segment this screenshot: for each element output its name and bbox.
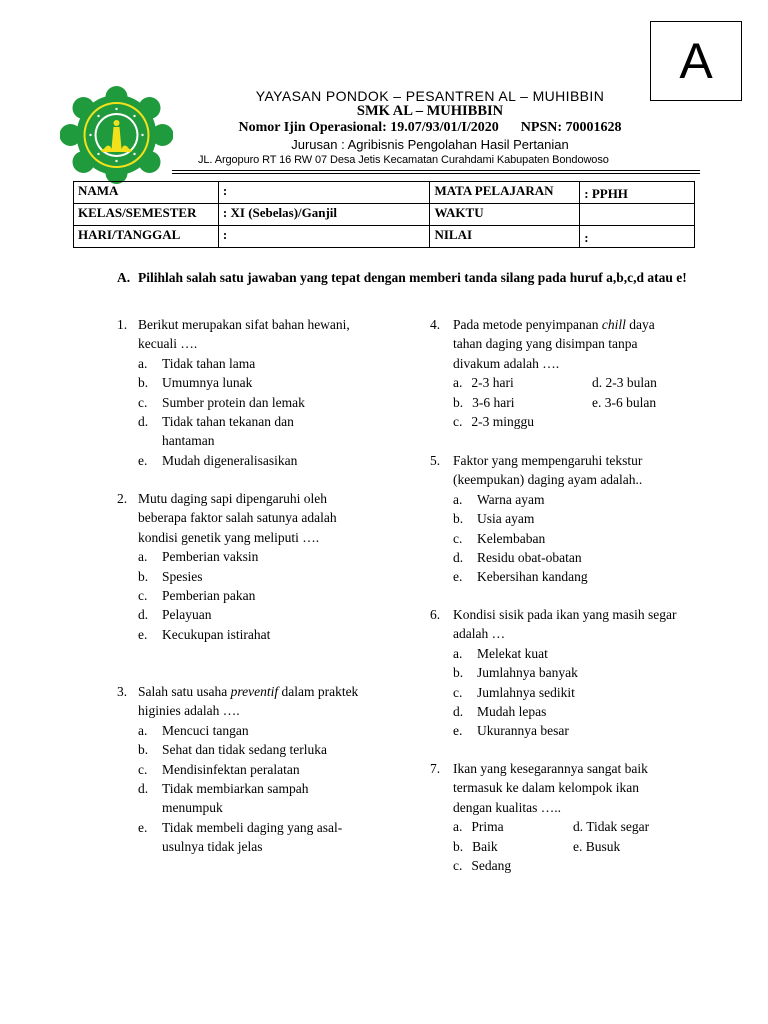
option-a[interactable]: a. 2-3 hari (453, 375, 514, 391)
question-stem: Berikut merupakan sifat bahan hewani, kecuali …. (138, 317, 350, 352)
italic-term: chill (601, 317, 626, 332)
question-number: 6. (430, 607, 441, 622)
option-c[interactable]: c. Sumber protein dan lemak (138, 394, 305, 410)
school-name: SMK AL – MUHIBBIN (356, 103, 504, 119)
permit-number: Nomor Ijin Operasional: 19.07/93/01/I/2020 (238, 120, 499, 135)
option-b[interactable]: b. 3-6 hari (453, 394, 515, 410)
option-grid (453, 373, 678, 431)
exam-version-letter: A (679, 33, 713, 89)
option-a[interactable]: a. Prima (453, 819, 504, 835)
option-d[interactable]: d. Residu obat-obatan (453, 550, 582, 566)
question-number: 4. (430, 317, 441, 332)
option-list (138, 721, 363, 857)
option-b[interactable]: b. Sehat dan tidak sedang terluka (138, 742, 327, 758)
option-list (453, 644, 678, 741)
option-e[interactable]: e. Kebersihan kandang (453, 569, 588, 585)
option-e[interactable]: e. Ukurannya besar (453, 723, 569, 739)
option-d[interactable]: d. Tidak membiarkan sampah menumpuk (138, 781, 309, 816)
question-number: 7. (430, 761, 441, 776)
option-d[interactable]: d. Tidak segar (573, 819, 650, 835)
option-c[interactable]: c. Pemberian pakan (138, 588, 256, 604)
value-nilai[interactable]: : (580, 226, 695, 248)
option-e[interactable]: e. Mudah digeneralisasikan (138, 452, 298, 468)
option-list (138, 354, 363, 470)
question-stem: Salah satu usaha preventif dalam praktek higinies adalah …. (138, 684, 359, 719)
foundation-name: YAYASAN PONDOK – PESANTREN AL – MUHIBBIN (255, 88, 605, 104)
option-a[interactable]: a. Melekat kuat (453, 645, 548, 661)
option-c[interactable]: c. Mendisinfektan peralatan (138, 761, 300, 777)
question-1 (117, 315, 377, 470)
question-stem: Pada metode penyimpanan chill daya tahan daging yang disimpan tanpa divakum adalah …. (453, 317, 655, 371)
option-b[interactable]: b. Baik (453, 838, 498, 854)
option-b[interactable]: b. Usia ayam (453, 511, 535, 527)
question-number: 2. (117, 491, 128, 506)
option-d[interactable]: d. Mudah lepas (453, 704, 547, 720)
question-3 (117, 682, 377, 857)
info-row-date (74, 226, 695, 248)
info-row-name (74, 182, 695, 204)
option-a[interactable]: a. Pemberian vaksin (138, 549, 259, 565)
question-stem: Faktor yang mempengaruhi tekstur (keempukan) daging ayam adalah.. (453, 453, 643, 488)
question-7 (430, 759, 690, 875)
option-c[interactable]: c. 2-3 minggu (453, 414, 534, 429)
question-stem: Ikan yang kesegarannya sangat baik termasuk ke dalam kelompok ikan dengan kualitas ….. (453, 761, 648, 815)
value-waktu[interactable] (580, 204, 695, 226)
header-divider-top (172, 170, 700, 171)
label-nilai: NILAI (430, 226, 580, 248)
option-grid (453, 817, 678, 875)
option-b[interactable]: b. Jumlahnya banyak (453, 665, 578, 681)
label-waktu: WAKTU (430, 204, 580, 226)
option-b[interactable]: b. Spesies (138, 568, 203, 584)
option-list (453, 490, 681, 587)
label-nama: NAMA (74, 182, 219, 204)
label-kelas-semester: KELAS/SEMESTER (74, 204, 219, 226)
section-letter: A. (117, 270, 131, 285)
department-line: Jurusan : Agribisnis Pengolahan Hasil Pertanian (291, 137, 569, 152)
option-c[interactable]: c. Sedang (453, 858, 512, 873)
option-d[interactable]: d. 2-3 bulan (592, 375, 657, 391)
option-b[interactable]: b. Umumnya lunak (138, 375, 253, 391)
value-mata-pelajaran: : PPHH (580, 182, 695, 204)
value-nama[interactable]: : (218, 182, 430, 204)
question-5 (430, 451, 690, 587)
info-row-class (74, 204, 695, 226)
permit-line (180, 120, 680, 136)
option-c[interactable]: c. Kelembaban (453, 530, 546, 546)
option-c[interactable]: c. Jumlahnya sedikit (453, 684, 575, 700)
school-logo (60, 86, 173, 184)
option-e[interactable]: e. Tidak membeli daging yang asal-usulnya tidak jelas (138, 819, 343, 855)
section-a-instruction (117, 268, 687, 288)
option-d[interactable]: d. Tidak tahan tekanan dan hantaman (138, 414, 294, 449)
question-2 (117, 489, 377, 644)
question-4 (430, 315, 690, 431)
school-address: JL. Argopuro RT 16 RW 07 Desa Jetis Kecamatan Curahdami Kabupaten Bondowoso (198, 154, 609, 166)
value-hari-tanggal[interactable]: : (218, 226, 430, 248)
option-a[interactable]: a. Warna ayam (453, 491, 545, 507)
question-stem: Kondisi sisik pada ikan yang masih segar adalah … (453, 607, 677, 642)
header-divider-bottom (172, 173, 700, 174)
label-mata-pelajaran: MATA PELAJARAN (430, 182, 580, 204)
question-number: 3. (117, 684, 128, 699)
instruction-text: Pilihlah salah satu jawaban yang tepat dengan memberi tanda silang pada huruf a,b,c,d atau e! (138, 270, 687, 285)
option-a[interactable]: a. Mencuci tangan (138, 722, 249, 738)
question-stem: Mutu daging sapi dipengaruhi oleh beberapa faktor salah satunya adalah kondisi genetik yang meliputi …. (138, 491, 337, 545)
option-e[interactable]: e. Busuk (573, 838, 621, 854)
option-list (138, 547, 363, 644)
student-info-table (73, 181, 695, 248)
value-kelas-semester: : XI (Sebelas)/Ganjil (218, 204, 430, 226)
option-d[interactable]: d. Pelayuan (138, 607, 212, 623)
label-hari-tanggal: HARI/TANGGAL (74, 226, 219, 248)
question-number: 5. (430, 453, 441, 468)
italic-term: preventif (230, 684, 279, 699)
question-6 (430, 605, 690, 741)
school-logo-emblem (60, 86, 173, 184)
npsn-number: NPSN: 70001628 (520, 120, 622, 135)
option-e[interactable]: e. 3-6 bulan (592, 394, 657, 410)
option-e[interactable]: e. Kecukupan istirahat (138, 626, 271, 642)
option-a[interactable]: a. Tidak tahan lama (138, 355, 256, 371)
question-number: 1. (117, 317, 128, 332)
